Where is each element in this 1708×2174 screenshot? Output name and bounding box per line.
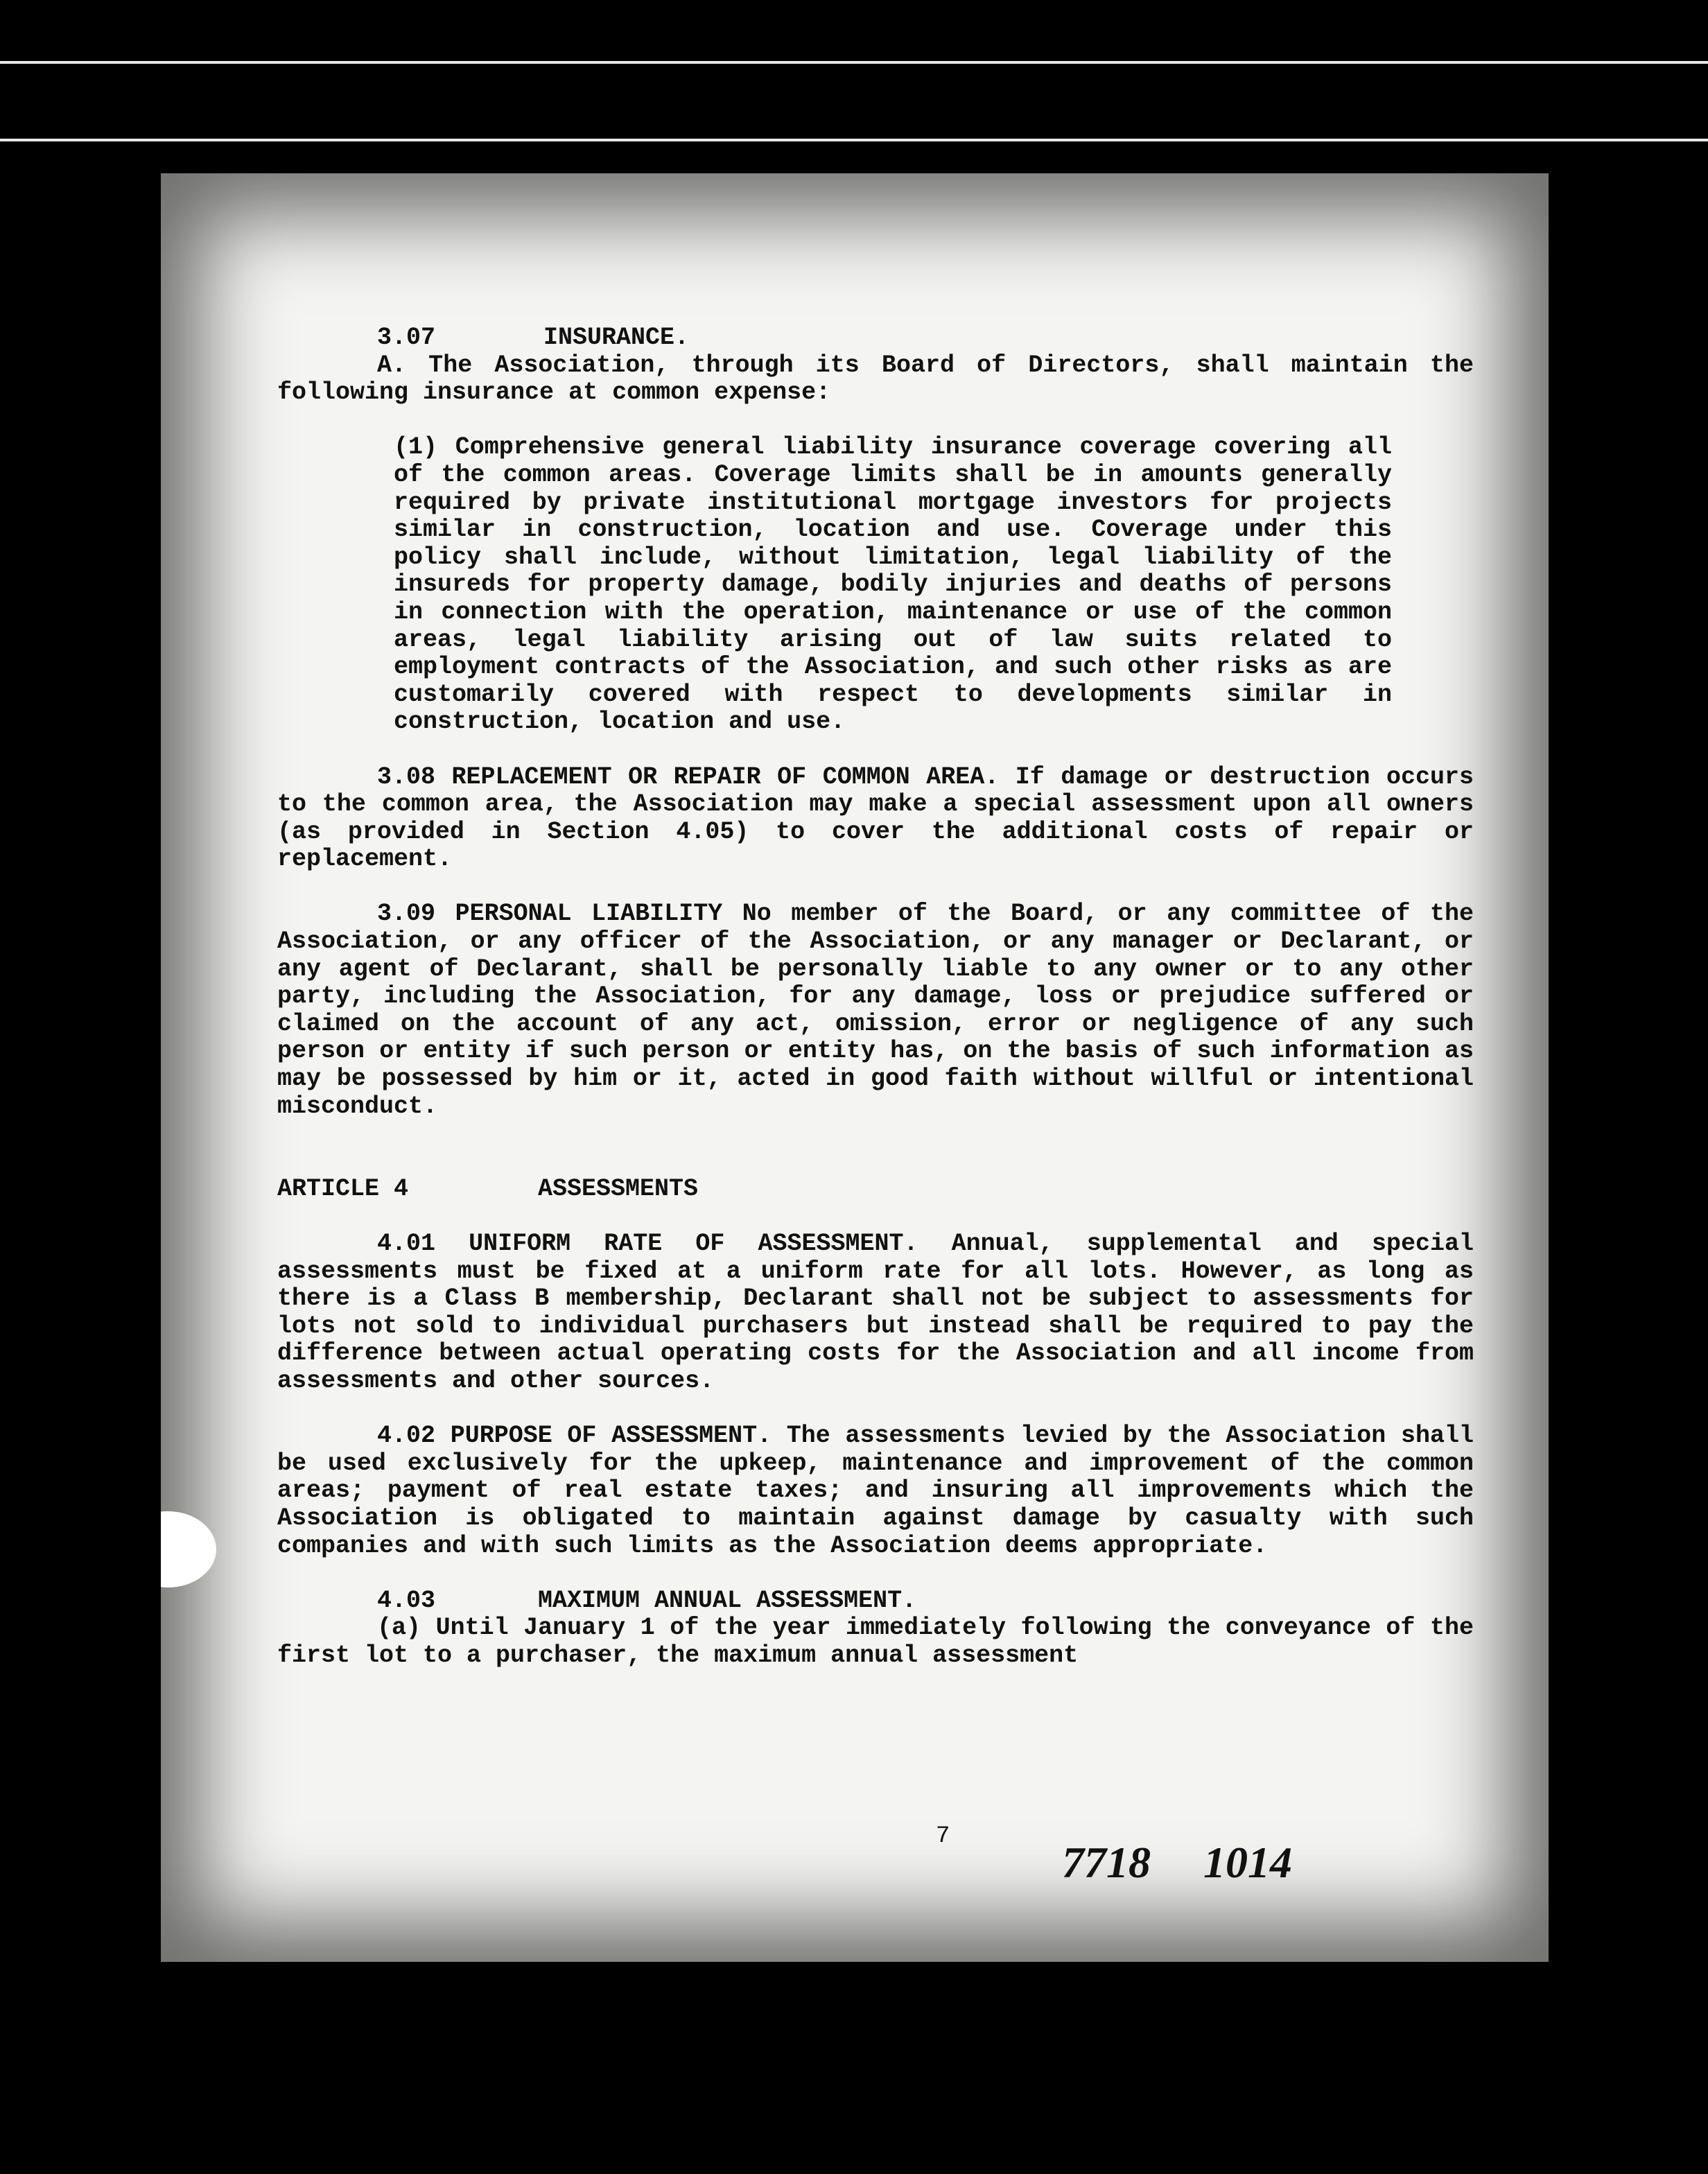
section-4-03-heading	[277, 1588, 1474, 1615]
scan-border-second	[0, 139, 1708, 141]
section-title: MAXIMUM ANNUAL ASSESSMENT.	[538, 1586, 917, 1615]
section-3-08: 3.08 REPLACEMENT OR REPAIR OF COMMON AREA. If damage or destruction occurs to the common area, the Association may make a special assessment upon all owners (as provided in Section 4.05) to cover the additional costs of repair or replacement.	[277, 763, 1474, 873]
section-3-09: 3.09 PERSONAL LIABILITY No member of the Board, or any committee of the Association, or any officer of the Association, or any manager or Declarant, or any agent of Declarant, shall be personally liable to any owner or to any other party, including the Association, for any damage, loss or prejudice suffered or claimed on the account of any act, omission, error or negligence of any such person or entity if such person or entity has, on the basis of such information as may be possessed by him or it, acted in good faith without willful or intentional misconduct.	[277, 900, 1474, 1120]
section-title: INSURANCE.	[543, 324, 690, 351]
scan-blotch	[161, 1511, 216, 1588]
section-3-07-heading	[277, 324, 1474, 352]
section-number: 3.07	[377, 324, 436, 351]
document-page	[161, 173, 1549, 1962]
spacer	[277, 1148, 1474, 1176]
section-number: 4.03	[377, 1586, 436, 1615]
spacer	[277, 1395, 1474, 1423]
page-number: 7	[936, 1823, 950, 1850]
article-4-heading	[277, 1176, 1474, 1203]
section-4-03-para-a: (a) Until January 1 of the year immediately following the conveyance of the first lot to a purchaser, the maximum annual assessment	[277, 1614, 1474, 1669]
scan-border-top	[0, 61, 1708, 64]
section-4-02: 4.02 PURPOSE OF ASSESSMENT. The assessments levied by the Association shall be used exclusively for the upkeep, maintenance and improvement of the common areas; payment of real estate taxes; and insuring all improvements which the Association is obligated to maintain against damage by casualty with such companies and with such limits as the Association deems appropriate.	[277, 1422, 1474, 1560]
article-number: ARTICLE 4	[277, 1174, 409, 1203]
recording-stamp: 7718 1014	[1062, 1838, 1292, 1887]
article-title: ASSESSMENTS	[538, 1174, 699, 1203]
section-3-07-item-1: (1) Comprehensive general liability insurance coverage covering all of the common areas. Coverage limits shall be in amounts generally required by private institutional mortgage investors for projects similar in construction, location and use. Coverage under this policy shall include, without limitation, legal liability of the insureds for property damage, bodily injuries and deaths of persons in connection with the operation, maintenance or use of the common areas, legal liability arising out of law suits related to employment contracts of the Association, and such other risks as are customarily covered with respect to developments similar in construction, location and use.	[394, 433, 1392, 736]
document-body	[277, 324, 1474, 1670]
section-3-07-para-a: A. The Association, through its Board of Directors, shall maintain the following insurance at common expense:	[277, 351, 1474, 407]
section-4-01: 4.01 UNIFORM RATE OF ASSESSMENT. Annual, supplemental and special assessments must be fixed at a uniform rate for all lots. However, as long as there is a Class B membership, Declarant shall not be subject to assessments for lots not sold to individual purchasers but instead shall be required to pay the difference between actual operating costs for the Association and all income from assessments and other sources.	[277, 1230, 1474, 1395]
